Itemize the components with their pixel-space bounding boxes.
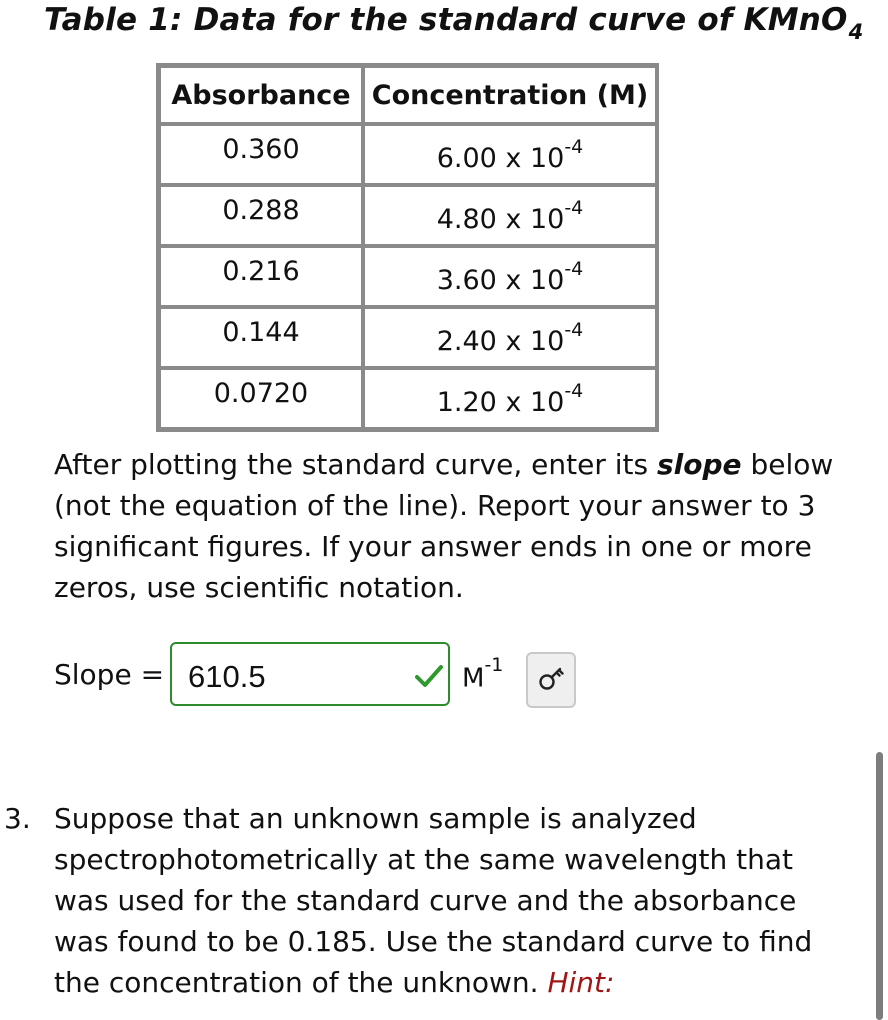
table-title-text: Table 1: Data for the standard curve of KMnO bbox=[44, 2, 848, 38]
concentration-cell bbox=[363, 246, 657, 307]
key-icon bbox=[538, 667, 566, 693]
concentration-cell bbox=[363, 307, 657, 368]
instructions-emphasis: slope bbox=[657, 448, 742, 481]
table-header-row bbox=[159, 66, 657, 124]
slope-label: Slope = bbox=[54, 658, 165, 691]
concentration-value bbox=[436, 379, 584, 418]
concentration-exponent: -4 bbox=[564, 257, 584, 280]
concentration-exponent: -4 bbox=[564, 318, 584, 341]
absorbance-value: 0.288 bbox=[222, 195, 300, 226]
slope-input-value[interactable]: 610.5 bbox=[188, 659, 266, 694]
instructions-text-before: After plotting the standard curve, enter its bbox=[54, 448, 658, 481]
table-title bbox=[44, 2, 864, 44]
concentration-mantissa: 2.40 x 10 bbox=[436, 325, 565, 357]
scrollbar[interactable] bbox=[876, 752, 883, 1020]
key-button[interactable] bbox=[526, 652, 576, 708]
slope-input[interactable] bbox=[170, 642, 450, 706]
concentration-value bbox=[436, 196, 584, 235]
header-concentration: Concentration (M) bbox=[363, 66, 657, 124]
absorbance-value: 0.216 bbox=[222, 256, 300, 287]
absorbance-value: 0.0720 bbox=[213, 378, 309, 409]
table-row bbox=[159, 368, 657, 429]
concentration-mantissa: 4.80 x 10 bbox=[436, 203, 565, 235]
concentration-mantissa: 1.20 x 10 bbox=[436, 386, 565, 418]
absorbance-cell bbox=[159, 307, 363, 368]
concentration-exponent: -4 bbox=[564, 135, 584, 158]
question-3-body: Suppose that an unknown sample is analyzed spectrophotometrically at the same wavelength that was used for the standard curve and the absorbance was found to be 0.185. Use the standard curve to find the concentration of the unknown. bbox=[54, 802, 813, 999]
question-3-number: 3. bbox=[4, 802, 31, 835]
table-row bbox=[159, 307, 657, 368]
slope-unit-exponent: -1 bbox=[484, 654, 504, 676]
concentration-cell bbox=[363, 368, 657, 429]
header-absorbance: Absorbance bbox=[159, 66, 363, 124]
instructions-text-after: below (not the equation of the line). Report your answer to 3 significant figures. If your answer ends in one or more zeros, use scientific notation. bbox=[54, 448, 834, 604]
table-row bbox=[159, 124, 657, 185]
absorbance-cell bbox=[159, 124, 363, 185]
concentration-value bbox=[436, 318, 584, 357]
absorbance-cell bbox=[159, 368, 363, 429]
concentration-cell bbox=[363, 124, 657, 185]
concentration-exponent: -4 bbox=[564, 196, 584, 219]
slope-answer-row bbox=[54, 642, 594, 708]
standard-curve-table bbox=[156, 63, 659, 432]
concentration-cell bbox=[363, 185, 657, 246]
absorbance-cell bbox=[159, 185, 363, 246]
concentration-value bbox=[436, 257, 584, 296]
concentration-mantissa: 6.00 x 10 bbox=[436, 142, 565, 174]
slope-unit bbox=[462, 654, 504, 694]
absorbance-value: 0.360 bbox=[222, 134, 300, 165]
question-3-text bbox=[54, 798, 854, 1003]
concentration-value bbox=[436, 135, 584, 174]
slope-unit-base: M bbox=[462, 663, 485, 694]
concentration-exponent: -4 bbox=[564, 379, 584, 402]
hint-link[interactable]: Hint: bbox=[547, 966, 615, 999]
checkmark-icon bbox=[414, 662, 444, 690]
table-title-subscript: 4 bbox=[848, 20, 864, 44]
absorbance-value: 0.144 bbox=[222, 317, 300, 348]
table-row bbox=[159, 185, 657, 246]
table-row bbox=[159, 246, 657, 307]
concentration-mantissa: 3.60 x 10 bbox=[436, 264, 565, 296]
instructions-paragraph bbox=[54, 444, 854, 608]
absorbance-cell bbox=[159, 246, 363, 307]
